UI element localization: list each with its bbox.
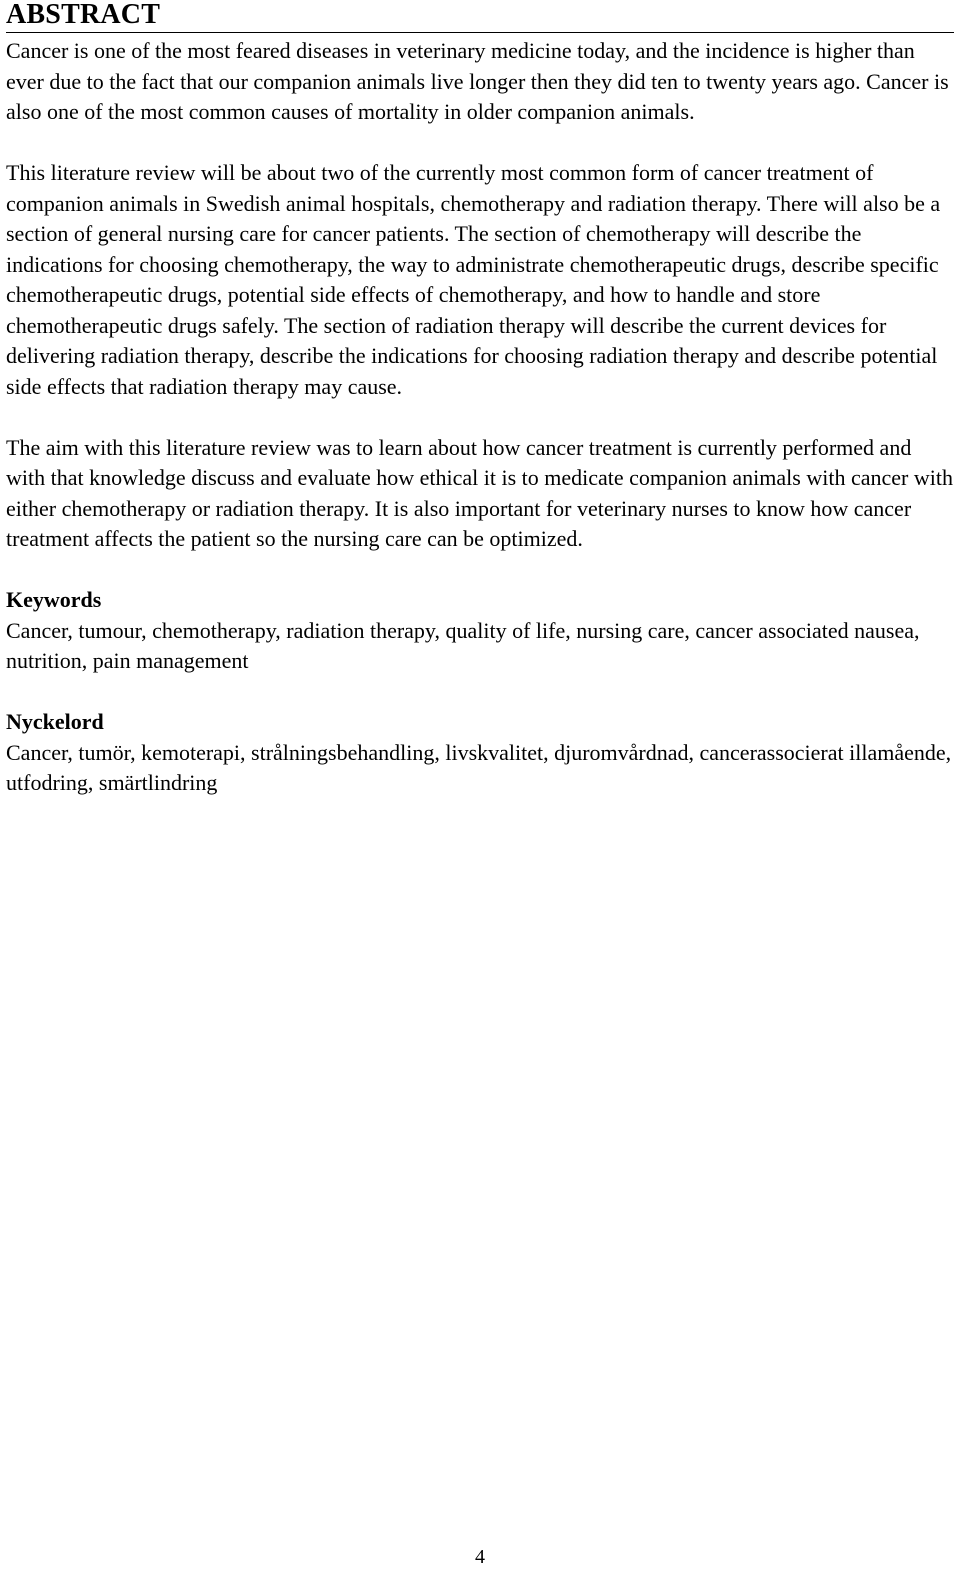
paragraph-spacer [6,555,954,586]
keywords-text: Cancer, tumour, chemotherapy, radiation therapy, quality of life, nursing care, cancer associated nausea, nutrition, pain management [6,617,920,673]
abstract-paragraph-3: The aim with this literature review was to learn about how cancer treatment is currently performed and with that knowledge discuss and evaluate how ethical it is to medicate companion animals with cancer with either chemotherapy or radiation therapy. It is also important for veterinary nurses to know how cancer treatment affects the patient so the nursing care can be optimized. [6,434,953,551]
paragraph-spacer [6,677,954,708]
paragraph-spacer [6,402,954,433]
abstract-title: ABSTRACT [6,0,161,30]
abstract-paragraph-1: Cancer is one of the most feared diseases in veterinary medicine today, and the incidence is higher than ever due to the fact that our companion animals live longer then they did ten to twenty years ago. Cancer is also one of the most common causes of mortality in older companion animals. [6,38,949,124]
keywords-title: Keywords [6,587,102,612]
page-number: 4 [475,1546,485,1568]
abstract-heading-row [6,0,954,33]
nyckelord-title: Nyckelord [6,709,104,734]
nyckelord-text: Cancer, tumör, kemoterapi, strålningsbehandling, livskvalitet, djuromvårdnad, cancerassocierat illamående, utfodring, smärtlindring [6,739,952,795]
document-page [6,0,954,799]
abstract-paragraph-2: This literature review will be about two of the currently most common form of cancer treatment of companion animals in Swedish animal hospitals, chemotherapy and radiation therapy. There will also be a section of general nursing care for cancer patients. The section of chemotherapy will describe the indications for choosing chemotherapy, the way to administrate chemotherapeutic drugs, describe specific chemotherapeutic drugs, potential side effects of chemotherapy, and how to handle and store chemotherapeutic drugs safely. The section of radiation therapy will describe the current devices for delivering radiation therapy, describe the indications for choosing radiation therapy and describe potential side effects that radiation therapy may cause. [6,160,941,399]
paragraph-spacer [6,128,954,159]
